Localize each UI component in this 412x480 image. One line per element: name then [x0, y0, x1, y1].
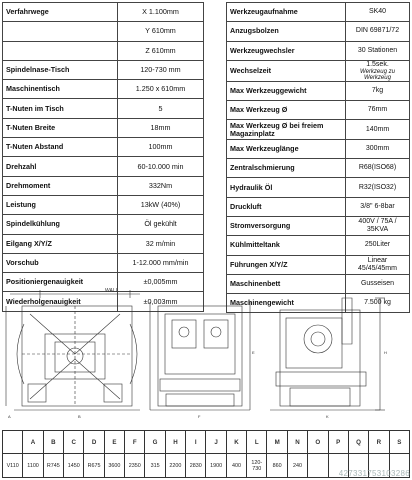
spec-row [227, 139, 410, 158]
spec-value [118, 234, 204, 253]
spec-label: Spindelnase-Tisch [3, 60, 118, 79]
spec-label [3, 41, 118, 60]
spec-label: Wechselzeit [227, 60, 346, 81]
drawings-svg [0, 284, 412, 429]
svg-text:E: E [252, 350, 255, 355]
svg-text:H: H [384, 350, 387, 355]
spec-value [118, 3, 204, 22]
spec-row [3, 176, 204, 195]
spec-row [227, 120, 410, 139]
technical-drawings [0, 284, 412, 429]
spec-row [227, 81, 410, 100]
spec-row [3, 60, 204, 79]
spec-label: Leistung [3, 195, 118, 214]
spec-row [227, 60, 410, 81]
spec-value-text: 1.250 x 610mm [135, 84, 186, 94]
spec-label: Spindelkühlung [3, 215, 118, 234]
dims-header-cell: G [145, 431, 165, 454]
dims-value-cell: 3600 [104, 454, 124, 478]
dims-header-cell: E [104, 431, 124, 454]
watermark: 427331753103286 [338, 469, 410, 478]
left-spec-table [2, 2, 204, 312]
spec-value [346, 60, 410, 81]
dims-value-cell: V110 [3, 454, 23, 478]
spec-value-text: ±0,003mm [143, 296, 178, 306]
top-view-drawing [6, 290, 140, 410]
spec-label: Eilgang X/Y/Z [3, 234, 118, 253]
spec-value-text: 5 [158, 103, 163, 113]
dims-header-cell: C [64, 431, 84, 454]
spec-value-text: 13kW (40%) [140, 200, 181, 210]
spec-value-text: 140mm [365, 125, 390, 133]
dims-header-cell: M [267, 431, 287, 454]
dims-header-cell: S [389, 431, 409, 454]
spec-value-text: R68(ISO68) [358, 164, 397, 172]
dims-value-cell: 315 [145, 454, 165, 478]
dims-value-cell: 240 [287, 454, 307, 478]
spec-label: Werkzeugaufnahme [227, 3, 346, 22]
spec-row [3, 80, 204, 99]
spec-value-text: 300mm [365, 144, 390, 152]
spec-value [346, 120, 410, 139]
wall-label: WALL [105, 288, 119, 294]
svg-text:K: K [326, 414, 329, 419]
spec-value-text: 60-10.000 min [137, 161, 184, 171]
svg-text:F: F [198, 414, 201, 419]
spec-value [118, 215, 204, 234]
spec-value-text: 30 Stationen [357, 46, 398, 54]
spec-value-text: 7kg [371, 87, 384, 95]
spec-label: Maschinengewicht [227, 294, 346, 313]
spec-row [227, 216, 410, 235]
spec-label: T-Nuten Abstand [3, 138, 118, 157]
spec-value [346, 41, 410, 60]
spec-table-right [226, 2, 410, 313]
spec-value-text: Y 610mm [145, 26, 176, 36]
dims-value-cell: 2350 [125, 454, 145, 478]
svg-text:A: A [8, 414, 11, 419]
spec-value-text: R32(ISO32) [358, 183, 397, 191]
side-view-drawing [270, 298, 385, 410]
spec-value [118, 176, 204, 195]
spec-value-text: 120-730 mm [140, 65, 181, 75]
spec-row [227, 3, 410, 22]
dims-header-cell: N [287, 431, 307, 454]
spec-label: Maschinentisch [3, 80, 118, 99]
spec-value [118, 60, 204, 79]
spec-label: Verfahrwege [3, 3, 118, 22]
spec-row [3, 22, 204, 41]
spec-label: Drehzahl [3, 157, 118, 176]
dims-value-cell: R675 [84, 454, 104, 478]
spec-label: Zentralschmierung [227, 159, 346, 178]
spec-label: Werkzeugwechsler [227, 41, 346, 60]
spec-label: T-Nuten Breite [3, 118, 118, 137]
svg-text:B: B [78, 414, 81, 419]
spec-value [346, 197, 410, 216]
spec-value-text: 1.5sek. [366, 60, 389, 68]
dims-header-cell: F [125, 431, 145, 454]
spec-label: Drehmoment [3, 176, 118, 195]
spec-row [3, 215, 204, 234]
spec-value [118, 80, 204, 99]
spec-row [3, 138, 204, 157]
spec-row [227, 178, 410, 197]
dims-value-cell: 1450 [64, 454, 84, 478]
spec-label: Kühlmitteltank [227, 236, 346, 255]
dims-value-cell [308, 454, 328, 478]
spec-label: Max Werkzeug Ø bei freiem Magazinplatz [227, 120, 346, 139]
dims-header-cell: A [23, 431, 43, 454]
dims-header-cell: D [84, 431, 104, 454]
spec-value-text: ±0,005mm [143, 277, 178, 287]
spec-row [3, 157, 204, 176]
spec-label: T-Nuten im Tisch [3, 99, 118, 118]
spec-row [3, 99, 204, 118]
spec-value-text: X 1.100mm [142, 7, 179, 17]
spec-row [3, 118, 204, 137]
spec-label: Druckluft [227, 197, 346, 216]
spec-value-text: 250Liter [364, 241, 391, 249]
spec-value-text: Linear 45/45/45mm [358, 256, 397, 272]
spec-row [3, 234, 204, 253]
front-view-drawing [150, 302, 250, 410]
dims-value-cell: 400 [226, 454, 246, 478]
spec-label: Positioniergenauigkeit [3, 273, 118, 292]
spec-value [346, 22, 410, 41]
spec-value [346, 139, 410, 158]
spec-value [346, 159, 410, 178]
dims-value-cell: 1900 [206, 454, 226, 478]
spec-row [3, 3, 204, 22]
spec-row [3, 41, 204, 60]
spec-value [118, 99, 204, 118]
spec-row [227, 22, 410, 41]
spec-value-text: SK40 [368, 8, 387, 16]
spec-value [346, 216, 410, 235]
spec-label: Wiederholgenauigkeit [3, 292, 118, 311]
dims-value-cell: 860 [267, 454, 287, 478]
dims-header-cell: B [43, 431, 63, 454]
spec-value [346, 255, 410, 274]
spec-label: Stromversorgung [227, 216, 346, 235]
spec-value-text: 3/8" 6-8bar [360, 202, 395, 210]
spec-value [346, 81, 410, 100]
dims-header-cell: P [328, 431, 348, 454]
dims-value-cell: 120-730 [247, 454, 267, 478]
spec-row [227, 101, 410, 120]
spec-value-text: Z 610mm [145, 45, 176, 55]
dims-header-row [3, 431, 410, 454]
spec-value-text: 18mm [150, 122, 171, 132]
spec-value [118, 157, 204, 176]
spec-value [118, 118, 204, 137]
spec-value [118, 195, 204, 214]
dims-header-cell: J [206, 431, 226, 454]
spec-value [346, 236, 410, 255]
spec-value-text: 76mm [367, 106, 388, 114]
dims-value-cell: 2830 [186, 454, 206, 478]
dims-value-cell: 1100 [23, 454, 43, 478]
spec-value [346, 178, 410, 197]
spec-label: Hydraulik Öl [227, 178, 346, 197]
right-spec-table [226, 2, 410, 313]
spec-row [3, 195, 204, 214]
dims-header-cell: O [308, 431, 328, 454]
spec-table-left [2, 2, 204, 312]
dims-header-cell [3, 431, 23, 454]
spec-label [3, 22, 118, 41]
spec-value [346, 3, 410, 22]
spec-value [118, 253, 204, 272]
dims-header-cell: L [247, 431, 267, 454]
dims-value-cell: 2200 [165, 454, 185, 478]
spec-row [227, 197, 410, 216]
spec-value-text: 32 m/min [145, 238, 176, 248]
spec-label: Max Werkzeuggewicht [227, 81, 346, 100]
spec-value [118, 22, 204, 41]
spec-value-text: 400V / 75A / 35KVA [358, 218, 397, 234]
spec-row [227, 236, 410, 255]
spec-value [118, 138, 204, 157]
spec-value-text: 100mm [148, 142, 173, 152]
spec-label: Max Werkzeuglänge [227, 139, 346, 158]
dims-header-cell: Q [348, 431, 368, 454]
dims-header-cell: K [226, 431, 246, 454]
spec-value-text: 332Nm [148, 180, 173, 190]
dims-header-cell: R [369, 431, 389, 454]
dims-header-cell: H [165, 431, 185, 454]
spec-row [227, 41, 410, 60]
dims-value-cell: R745 [43, 454, 63, 478]
spec-value [118, 41, 204, 60]
spec-label: Führungen X/Y/Z [227, 255, 346, 274]
spec-row [227, 255, 410, 274]
spec-label: Anzugsbolzen [227, 22, 346, 41]
spec-label: Maschinenbett [227, 274, 346, 293]
spec-label: Vorschub [3, 253, 118, 272]
spec-subnote: Werkzeug zu Werkzeug [360, 68, 395, 81]
dims-header-cell: I [186, 431, 206, 454]
spec-row [227, 159, 410, 178]
spec-value-text: Gusseisen [360, 280, 395, 287]
spec-row [3, 253, 204, 272]
spec-value-text: Öl gekühlt [144, 219, 177, 229]
spec-label: Max Werkzeug Ø [227, 101, 346, 120]
spec-value-text: 1-12.000 mm/min [132, 258, 189, 267]
spec-value [346, 101, 410, 120]
spec-value-text: 7.500 kg [364, 299, 391, 307]
spec-value-text: DIN 69871/72 [355, 27, 400, 35]
